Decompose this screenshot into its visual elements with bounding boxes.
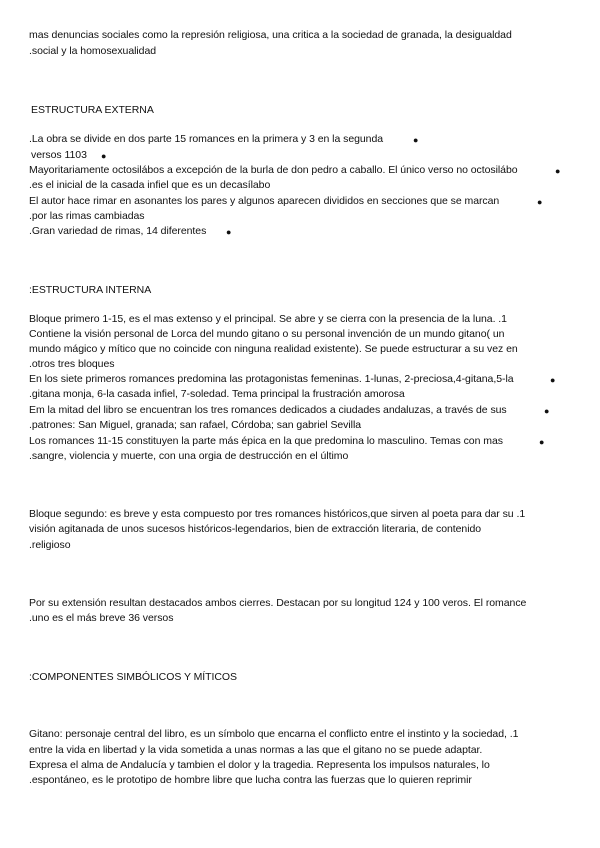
extension-line-1: Por su extensión resultan destacados ambos cierres. Destacan por su longitud 124 y 100 veros. El romance bbox=[29, 597, 527, 609]
interna-line-8: .patrones: San Miguel, granada; san rafael, Córdoba; san gabriel Sevilla bbox=[29, 419, 362, 431]
heading-componentes: :COMPONENTES SIMBÓLICOS Y MÍTICOS bbox=[29, 671, 237, 683]
interna-line-4: .otros tres bloques bbox=[29, 358, 115, 370]
interna-line-3: mundo mágico y mítico que no coincide con ninguna realidad existente). Se puede estructurar a su vez en bbox=[29, 343, 518, 355]
interna-line-5: En los siete primeros romances predomina las protagonistas femeninas. 1-lunas, 2-preciosa,4-gitana,5-la bbox=[29, 373, 514, 385]
bullet-icon: ● bbox=[101, 151, 107, 161]
extension-line-2: .uno es el más breve 36 versos bbox=[29, 612, 174, 624]
interna-line-7: Em la mitad del libro se encuentran los tres romances dedicados a ciudades andaluzas, a través de sus bbox=[29, 404, 507, 416]
interna-line-6: .gitana monja, 6-la casada infiel, 7-soledad. Tema principal la frustración amorosa bbox=[29, 388, 405, 400]
bullet-icon: ● bbox=[226, 227, 232, 237]
componentes-line-4: .espontáneo, es le prototipo de hombre libre que lucha contra las fuerzas que lo quieren reprimir bbox=[29, 774, 472, 786]
bullet-icon: ● bbox=[413, 135, 419, 145]
componentes-line-3: Expresa el alma de Andalucía y tambien el dolor y la tragedia. Representa los impulsos naturales, lo bbox=[29, 759, 490, 771]
componentes-line-2: entre la vida en libertad y la vida sometida a unas normas a las que el gitano no se puede adaptar. bbox=[29, 744, 483, 756]
componentes-line-1: Gitano: personaje central del libro, es un símbolo que encarna el conflicto entre el instinto y la sociedad, .1 bbox=[29, 728, 519, 740]
interna-line-1: Bloque primero 1-15, es el mas extenso y el principal. Se abre y se cierra con la presencia de la luna. .1 bbox=[29, 313, 507, 325]
externa-line-4: .es el inicial de la casada infiel que es un decasílabo bbox=[29, 179, 271, 191]
externa-line-5: El autor hace rimar en asonantes los pares y algunos aparecen divididos en secciones que se marcan bbox=[29, 195, 500, 207]
bullet-icon: ● bbox=[539, 437, 545, 447]
bullet-icon: ● bbox=[555, 166, 561, 176]
bullet-icon: ● bbox=[550, 375, 556, 385]
externa-line-3: Mayoritariamente octosilábos a excepción de la burla de don pedro a caballo. El único verso no octosilábo bbox=[29, 164, 518, 176]
bloque-segundo-line-1: Bloque segundo: es breve y esta compuesto por tres romances históricos,que sirven al poeta para dar su .1 bbox=[29, 508, 526, 520]
intro-line-1: mas denuncias sociales como la represión religiosa, una critica a la sociedad de granada, la desigualdad bbox=[29, 29, 512, 41]
externa-line-7: .Gran variedad de rimas, 14 diferentes bbox=[29, 225, 207, 237]
externa-line-6: .por las rimas cambiadas bbox=[29, 210, 145, 222]
heading-estructura-externa: ESTRUCTURA EXTERNA bbox=[31, 104, 154, 116]
externa-line-2: versos 1103 bbox=[31, 149, 87, 161]
intro-line-2: .social y la homosexualidad bbox=[29, 45, 157, 57]
bloque-segundo-line-2: visión agitanada de unos sucesos históricos-legendarios, bien de extracción literaria, de contenido bbox=[29, 523, 482, 535]
bullet-icon: ● bbox=[537, 197, 543, 207]
interna-line-9: Los romances 11-15 constituyen la parte más épica en la que predomina lo masculino. Temas con mas bbox=[29, 435, 503, 447]
bloque-segundo-line-3: .religioso bbox=[29, 539, 71, 551]
bullet-icon: ● bbox=[544, 406, 550, 416]
interna-line-10: .sangre, violencia y muerte, con una orgia de destrucción en el último bbox=[29, 450, 349, 462]
externa-line-1: .La obra se divide en dos parte 15 romances en la primera y 3 en la segunda bbox=[29, 133, 384, 145]
heading-estructura-interna: :ESTRUCTURA INTERNA bbox=[29, 284, 152, 296]
interna-line-2: Contiene la visión personal de Lorca del mundo gitano o su personal invención de un mundo gitano( un bbox=[29, 328, 505, 340]
